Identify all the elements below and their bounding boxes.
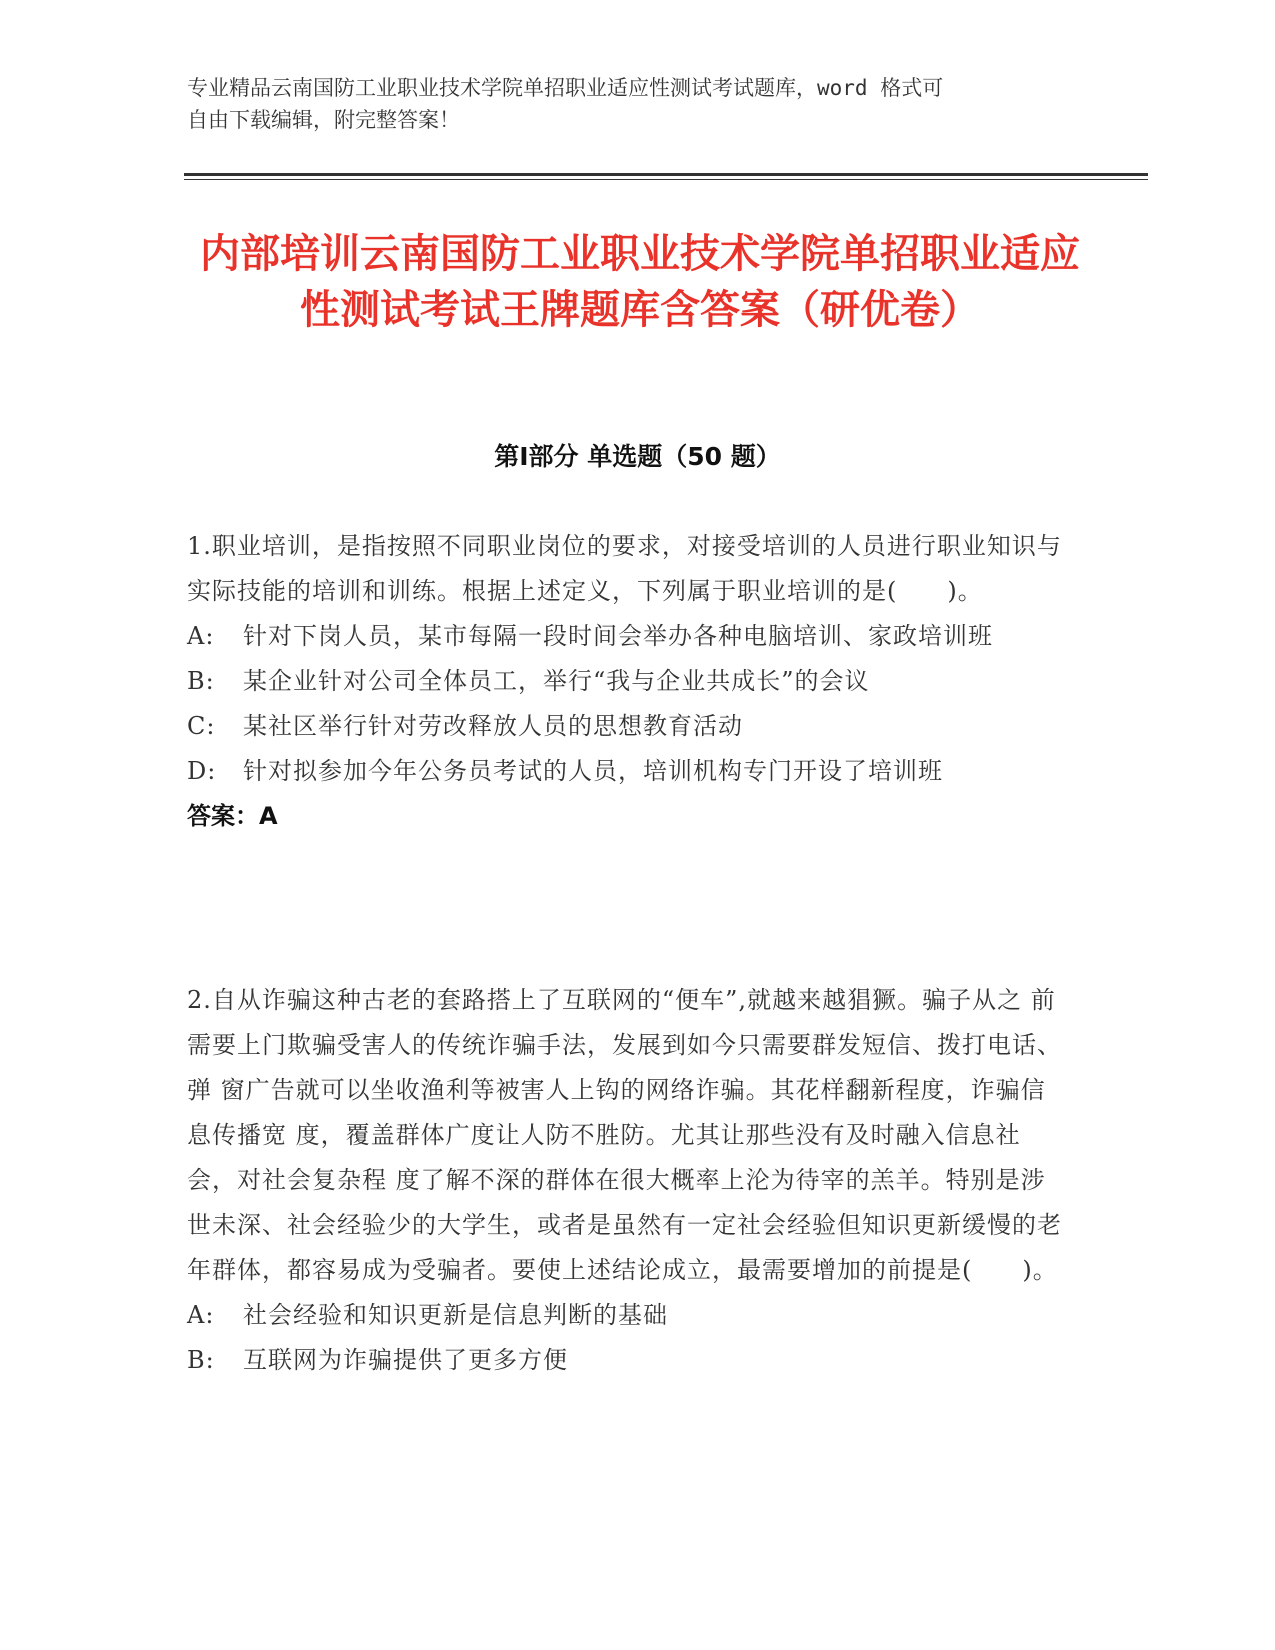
- option-text: 社会经验和知识更新是信息判断的基础: [243, 1301, 668, 1329]
- option-b: [187, 1338, 1067, 1383]
- question-1: [187, 524, 1067, 839]
- option-a: [187, 614, 1067, 659]
- option-text: 互联网为诈骗提供了更多方便: [243, 1346, 568, 1374]
- question-2: [187, 978, 1067, 1383]
- section-heading: 第Ⅰ部分 单选题（50 题）: [494, 442, 781, 471]
- option-key: C:: [187, 712, 216, 740]
- option-key: B:: [187, 667, 215, 695]
- header-divider-thin: [184, 179, 1148, 180]
- document-title: 内部培训云南国防工业职业技术学院单招职业适应性测试考试王牌题库含答案（研优卷）: [200, 231, 1080, 333]
- question-stem: 2.自从诈骗这种古老的套路搭上了互联网的“便车”,就越来越猖獗。骗子从之 前需要上门欺骗受害人的传统诈骗手法，发展到如今只需要群发短信、拨打电话、弹 窗广告就可以坐收渔利等被害人上钩的网络诈骗。其花样翻新程度，诈骗信息传播宽 度，覆盖群体广度让人防不胜防。尤其让那些没有及时融入信息社会，对社会复杂程 度了解不深的群体在很大概率上沦为待宰的羔羊。特别是涉世未深、社会经验少的大学生，或者是虽然有一定社会经验但知识更新缓慢的老年群体，都容易成为受骗者。要使上述结论成立，最需要增加的前提是( )。: [187, 986, 1062, 1284]
- header-note-line-1: 专业精品云南国防工业职业技术学院单招职业适应性测试考试题库，word 格式可: [187, 76, 944, 100]
- option-text: 针对下岗人员，某市每隔一段时间会举办各种电脑培训、家政培训班: [243, 622, 993, 650]
- option-text: 某社区举行针对劳改释放人员的思想教育活动: [243, 712, 743, 740]
- option-text: 某企业针对公司全体员工，举行“我与企业共成长”的会议: [243, 667, 870, 695]
- header-note-line-2: 自由下载编辑，附完整答案！: [187, 108, 460, 132]
- header-note: [187, 72, 1067, 136]
- option-key: A:: [187, 1301, 215, 1329]
- option-b: [187, 659, 1067, 704]
- option-a: [187, 1293, 1067, 1338]
- option-key: B:: [187, 1346, 215, 1374]
- option-c: [187, 704, 1067, 749]
- option-key: A:: [187, 622, 215, 650]
- header-divider-thick: [184, 173, 1148, 176]
- option-text: 针对拟参加今年公务员考试的人员，培训机构专门开设了培训班: [243, 757, 943, 785]
- question-stem: 1.职业培训，是指按照不同职业岗位的要求，对接受培训的人员进行职业知识与 实际技能的培训和训练。根据上述定义，下列属于职业培训的是( )。: [187, 532, 1062, 605]
- option-d: [187, 749, 1067, 794]
- option-key: D:: [187, 757, 217, 785]
- answer-line: 答案：A: [187, 802, 278, 830]
